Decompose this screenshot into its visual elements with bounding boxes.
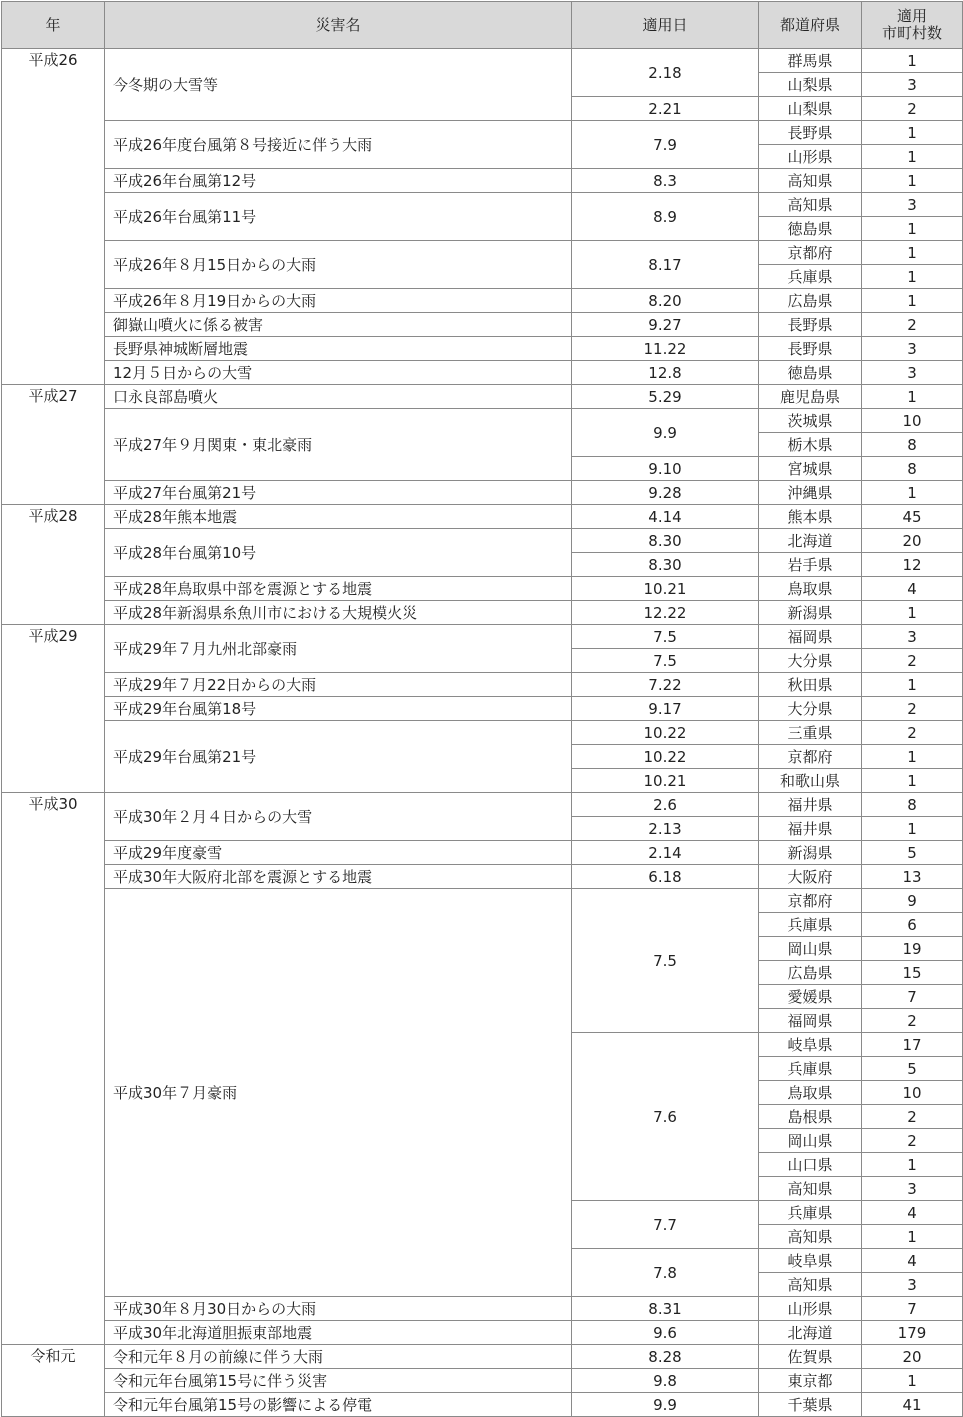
- application-date-cell: 5.29: [572, 385, 759, 409]
- disaster-name-cell: 御嶽山噴火に係る被害: [105, 313, 572, 337]
- prefecture-cell: 群馬県: [759, 49, 862, 73]
- application-date-cell: 9.9: [572, 409, 759, 457]
- municipality-count-cell: 10: [862, 409, 963, 433]
- municipality-count-cell: 3: [862, 625, 963, 649]
- prefecture-cell: 新潟県: [759, 601, 862, 625]
- prefecture-cell: 福井県: [759, 793, 862, 817]
- municipality-count-cell: 1: [862, 241, 963, 265]
- municipality-count-cell: 2: [862, 1105, 963, 1129]
- table-row: [2, 49, 963, 73]
- table-row: [2, 721, 963, 745]
- application-date-cell: 12.22: [572, 601, 759, 625]
- application-date-cell: 8.30: [572, 529, 759, 553]
- prefecture-cell: 福岡県: [759, 1009, 862, 1033]
- table-row: [2, 841, 963, 865]
- prefecture-cell: 山梨県: [759, 97, 862, 121]
- municipality-count-cell: 13: [862, 865, 963, 889]
- table-row: [2, 337, 963, 361]
- municipality-count-cell: 3: [862, 361, 963, 385]
- disaster-name-cell: 平成29年７月九州北部豪雨: [105, 625, 572, 673]
- prefecture-cell: 大分県: [759, 697, 862, 721]
- disaster-name-cell: 平成30年北海道胆振東部地震: [105, 1321, 572, 1345]
- application-date-cell: 4.14: [572, 505, 759, 529]
- municipality-count-cell: 20: [862, 1345, 963, 1369]
- municipality-count-cell: 1: [862, 217, 963, 241]
- application-date-cell: 10.22: [572, 721, 759, 745]
- disaster-name-cell: 平成30年２月４日からの大雪: [105, 793, 572, 841]
- prefecture-cell: 大阪府: [759, 865, 862, 889]
- disaster-name-cell: 平成29年台風第18号: [105, 697, 572, 721]
- prefecture-cell: 熊本県: [759, 505, 862, 529]
- prefecture-cell: 佐賀県: [759, 1345, 862, 1369]
- municipality-count-cell: 9: [862, 889, 963, 913]
- application-date-cell: 7.7: [572, 1201, 759, 1249]
- prefecture-cell: 岡山県: [759, 1129, 862, 1153]
- header-application-date: 適用日: [572, 2, 759, 49]
- prefecture-cell: 福井県: [759, 817, 862, 841]
- municipality-count-cell: 8: [862, 793, 963, 817]
- table-row: [2, 865, 963, 889]
- prefecture-cell: 千葉県: [759, 1393, 862, 1417]
- table-row: [2, 241, 963, 265]
- header-row: [2, 2, 963, 49]
- municipality-count-cell: 4: [862, 1249, 963, 1273]
- disaster-name-cell: 平成30年大阪府北部を震源とする地震: [105, 865, 572, 889]
- disaster-name-cell: 平成28年新潟県糸魚川市における大規模火災: [105, 601, 572, 625]
- prefecture-cell: 京都府: [759, 889, 862, 913]
- prefecture-cell: 東京都: [759, 1369, 862, 1393]
- table-row: [2, 361, 963, 385]
- municipality-count-cell: 2: [862, 97, 963, 121]
- disaster-name-cell: 令和元年８月の前線に伴う大雨: [105, 1345, 572, 1369]
- application-date-cell: 7.9: [572, 121, 759, 169]
- header-prefecture: 都道府県: [759, 2, 862, 49]
- prefecture-cell: 高知県: [759, 1177, 862, 1201]
- disaster-name-cell: 口永良部島噴火: [105, 385, 572, 409]
- table-row: [2, 1345, 963, 1369]
- prefecture-cell: 高知県: [759, 1273, 862, 1297]
- header-municipality-count: [862, 2, 963, 49]
- application-date-cell: 7.5: [572, 625, 759, 649]
- application-date-cell: 8.9: [572, 193, 759, 241]
- prefecture-cell: 兵庫県: [759, 1057, 862, 1081]
- municipality-count-cell: 12: [862, 553, 963, 577]
- prefecture-cell: 秋田県: [759, 673, 862, 697]
- table-row: [2, 889, 963, 913]
- application-date-cell: 9.6: [572, 1321, 759, 1345]
- municipality-count-cell: 1: [862, 1153, 963, 1177]
- disaster-name-cell: 今冬期の大雪等: [105, 49, 572, 121]
- application-date-cell: 8.20: [572, 289, 759, 313]
- disaster-name-cell: 平成28年熊本地震: [105, 505, 572, 529]
- municipality-count-cell: 1: [862, 481, 963, 505]
- prefecture-cell: 京都府: [759, 241, 862, 265]
- table-row: [2, 505, 963, 529]
- disaster-name-cell: 長野県神城断層地震: [105, 337, 572, 361]
- table-row: [2, 409, 963, 433]
- table-row: [2, 385, 963, 409]
- prefecture-cell: 徳島県: [759, 217, 862, 241]
- table-row: [2, 673, 963, 697]
- table-row: [2, 529, 963, 553]
- municipality-count-cell: 45: [862, 505, 963, 529]
- municipality-count-cell: 20: [862, 529, 963, 553]
- application-date-cell: 7.6: [572, 1033, 759, 1201]
- table-row: [2, 1297, 963, 1321]
- municipality-count-cell: 1: [862, 145, 963, 169]
- disaster-name-cell: 平成26年８月15日からの大雨: [105, 241, 572, 289]
- prefecture-cell: 岐阜県: [759, 1033, 862, 1057]
- municipality-count-cell: 7: [862, 985, 963, 1009]
- prefecture-cell: 鹿児島県: [759, 385, 862, 409]
- prefecture-cell: 福岡県: [759, 625, 862, 649]
- municipality-count-cell: 3: [862, 193, 963, 217]
- application-date-cell: 9.10: [572, 457, 759, 481]
- municipality-count-cell: 5: [862, 1057, 963, 1081]
- municipality-count-cell: 19: [862, 937, 963, 961]
- table-row: [2, 697, 963, 721]
- municipality-count-cell: 2: [862, 313, 963, 337]
- application-date-cell: 10.21: [572, 769, 759, 793]
- municipality-count-cell: 1: [862, 265, 963, 289]
- prefecture-cell: 長野県: [759, 121, 862, 145]
- prefecture-cell: 徳島県: [759, 361, 862, 385]
- municipality-count-cell: 2: [862, 1009, 963, 1033]
- municipality-count-cell: 1: [862, 1369, 963, 1393]
- application-date-cell: 9.17: [572, 697, 759, 721]
- municipality-count-cell: 3: [862, 73, 963, 97]
- municipality-count-cell: 2: [862, 1129, 963, 1153]
- application-date-cell: 2.13: [572, 817, 759, 841]
- prefecture-cell: 高知県: [759, 193, 862, 217]
- disaster-name-cell: 平成29年７月22日からの大雨: [105, 673, 572, 697]
- year-cell: 平成27: [2, 385, 105, 505]
- municipality-count-cell: 1: [862, 289, 963, 313]
- table-row: [2, 1393, 963, 1417]
- prefecture-cell: 愛媛県: [759, 985, 862, 1009]
- prefecture-cell: 鳥取県: [759, 577, 862, 601]
- prefecture-cell: 高知県: [759, 1225, 862, 1249]
- municipality-count-cell: 1: [862, 673, 963, 697]
- municipality-count-cell: 3: [862, 1273, 963, 1297]
- prefecture-cell: 広島県: [759, 289, 862, 313]
- municipality-count-cell: 1: [862, 817, 963, 841]
- application-date-cell: 8.31: [572, 1297, 759, 1321]
- municipality-count-cell: 41: [862, 1393, 963, 1417]
- prefecture-cell: 京都府: [759, 745, 862, 769]
- prefecture-cell: 広島県: [759, 961, 862, 985]
- disaster-name-cell: 平成28年鳥取県中部を震源とする地震: [105, 577, 572, 601]
- prefecture-cell: 鳥取県: [759, 1081, 862, 1105]
- disaster-name-cell: 平成27年９月関東・東北豪雨: [105, 409, 572, 481]
- prefecture-cell: 島根県: [759, 1105, 862, 1129]
- disaster-name-cell: 平成26年度台風第８号接近に伴う大雨: [105, 121, 572, 169]
- application-date-cell: 2.21: [572, 97, 759, 121]
- prefecture-cell: 兵庫県: [759, 1201, 862, 1225]
- table-row: [2, 577, 963, 601]
- application-date-cell: 6.18: [572, 865, 759, 889]
- municipality-count-cell: 2: [862, 649, 963, 673]
- year-cell: 平成26: [2, 49, 105, 385]
- application-date-cell: 7.8: [572, 1249, 759, 1297]
- table-row: [2, 1369, 963, 1393]
- disaster-name-cell: 令和元年台風第15号に伴う災害: [105, 1369, 572, 1393]
- municipality-count-cell: 1: [862, 769, 963, 793]
- municipality-count-cell: 1: [862, 1225, 963, 1249]
- disaster-name-cell: 平成29年度豪雪: [105, 841, 572, 865]
- municipality-count-cell: 4: [862, 1201, 963, 1225]
- table-row: [2, 313, 963, 337]
- application-date-cell: 9.8: [572, 1369, 759, 1393]
- application-date-cell: 9.28: [572, 481, 759, 505]
- disaster-name-cell: 平成30年８月30日からの大雨: [105, 1297, 572, 1321]
- prefecture-cell: 茨城県: [759, 409, 862, 433]
- municipality-count-cell: 1: [862, 385, 963, 409]
- year-cell: 平成30: [2, 793, 105, 1345]
- disaster-name-cell: 平成26年台風第12号: [105, 169, 572, 193]
- municipality-count-cell: 15: [862, 961, 963, 985]
- application-date-cell: 10.22: [572, 745, 759, 769]
- disaster-name-cell: 平成27年台風第21号: [105, 481, 572, 505]
- municipality-count-cell: 8: [862, 433, 963, 457]
- table-header: [2, 2, 963, 49]
- application-date-cell: 10.21: [572, 577, 759, 601]
- table-row: [2, 193, 963, 217]
- prefecture-cell: 長野県: [759, 337, 862, 361]
- municipality-count-cell: 6: [862, 913, 963, 937]
- prefecture-cell: 和歌山県: [759, 769, 862, 793]
- prefecture-cell: 山口県: [759, 1153, 862, 1177]
- disaster-name-cell: 令和元年台風第15号の影響による停電: [105, 1393, 572, 1417]
- prefecture-cell: 岡山県: [759, 937, 862, 961]
- prefecture-cell: 新潟県: [759, 841, 862, 865]
- disaster-name-cell: 平成28年台風第10号: [105, 529, 572, 577]
- disaster-name-cell: 平成26年台風第11号: [105, 193, 572, 241]
- municipality-count-cell: 3: [862, 337, 963, 361]
- municipality-count-cell: 2: [862, 697, 963, 721]
- prefecture-cell: 栃木県: [759, 433, 862, 457]
- municipality-count-cell: 179: [862, 1321, 963, 1345]
- header-year: 年: [2, 2, 105, 49]
- municipality-count-cell: 4: [862, 577, 963, 601]
- disaster-name-cell: 平成26年８月19日からの大雨: [105, 289, 572, 313]
- municipality-count-cell: 2: [862, 721, 963, 745]
- table-row: [2, 481, 963, 505]
- application-date-cell: 2.14: [572, 841, 759, 865]
- table-row: [2, 625, 963, 649]
- table-row: [2, 289, 963, 313]
- year-cell: 平成28: [2, 505, 105, 625]
- prefecture-cell: 沖縄県: [759, 481, 862, 505]
- disaster-name-cell: 平成29年台風第21号: [105, 721, 572, 793]
- prefecture-cell: 岩手県: [759, 553, 862, 577]
- table-row: [2, 793, 963, 817]
- prefecture-cell: 兵庫県: [759, 913, 862, 937]
- prefecture-cell: 北海道: [759, 529, 862, 553]
- municipality-count-cell: 10: [862, 1081, 963, 1105]
- table-row: [2, 121, 963, 145]
- application-date-cell: 8.28: [572, 1345, 759, 1369]
- disaster-name-cell: 12月５日からの大雪: [105, 361, 572, 385]
- municipality-count-cell: 1: [862, 169, 963, 193]
- prefecture-cell: 宮城県: [759, 457, 862, 481]
- application-date-cell: 2.18: [572, 49, 759, 97]
- prefecture-cell: 三重県: [759, 721, 862, 745]
- municipality-count-cell: 1: [862, 601, 963, 625]
- application-date-cell: 2.6: [572, 793, 759, 817]
- municipality-count-cell: 1: [862, 49, 963, 73]
- prefecture-cell: 兵庫県: [759, 265, 862, 289]
- application-date-cell: 8.17: [572, 241, 759, 289]
- header-count-line1: 適用: [896, 7, 927, 25]
- application-date-cell: 9.27: [572, 313, 759, 337]
- municipality-count-cell: 1: [862, 121, 963, 145]
- header-disaster-name: 災害名: [105, 2, 572, 49]
- table-row: [2, 1321, 963, 1345]
- table-row: [2, 169, 963, 193]
- prefecture-cell: 山梨県: [759, 73, 862, 97]
- application-date-cell: 8.30: [572, 553, 759, 577]
- municipality-count-cell: 7: [862, 1297, 963, 1321]
- application-date-cell: 7.5: [572, 649, 759, 673]
- application-date-cell: 12.8: [572, 361, 759, 385]
- municipality-count-cell: 8: [862, 457, 963, 481]
- table-body: [2, 49, 963, 1417]
- municipality-count-cell: 1: [862, 745, 963, 769]
- prefecture-cell: 長野県: [759, 313, 862, 337]
- prefecture-cell: 岐阜県: [759, 1249, 862, 1273]
- disaster-application-table: [1, 1, 963, 1417]
- application-date-cell: 9.9: [572, 1393, 759, 1417]
- prefecture-cell: 山形県: [759, 1297, 862, 1321]
- application-date-cell: 7.22: [572, 673, 759, 697]
- header-count-line2: 市町村数: [881, 24, 942, 42]
- disaster-name-cell: 平成30年７月豪雨: [105, 889, 572, 1297]
- application-date-cell: 11.22: [572, 337, 759, 361]
- year-cell: 平成29: [2, 625, 105, 793]
- application-date-cell: 8.3: [572, 169, 759, 193]
- year-cell: 令和元: [2, 1345, 105, 1417]
- municipality-count-cell: 3: [862, 1177, 963, 1201]
- prefecture-cell: 北海道: [759, 1321, 862, 1345]
- table-row: [2, 601, 963, 625]
- prefecture-cell: 高知県: [759, 169, 862, 193]
- prefecture-cell: 山形県: [759, 145, 862, 169]
- municipality-count-cell: 5: [862, 841, 963, 865]
- municipality-count-cell: 17: [862, 1033, 963, 1057]
- application-date-cell: 7.5: [572, 889, 759, 1033]
- prefecture-cell: 大分県: [759, 649, 862, 673]
